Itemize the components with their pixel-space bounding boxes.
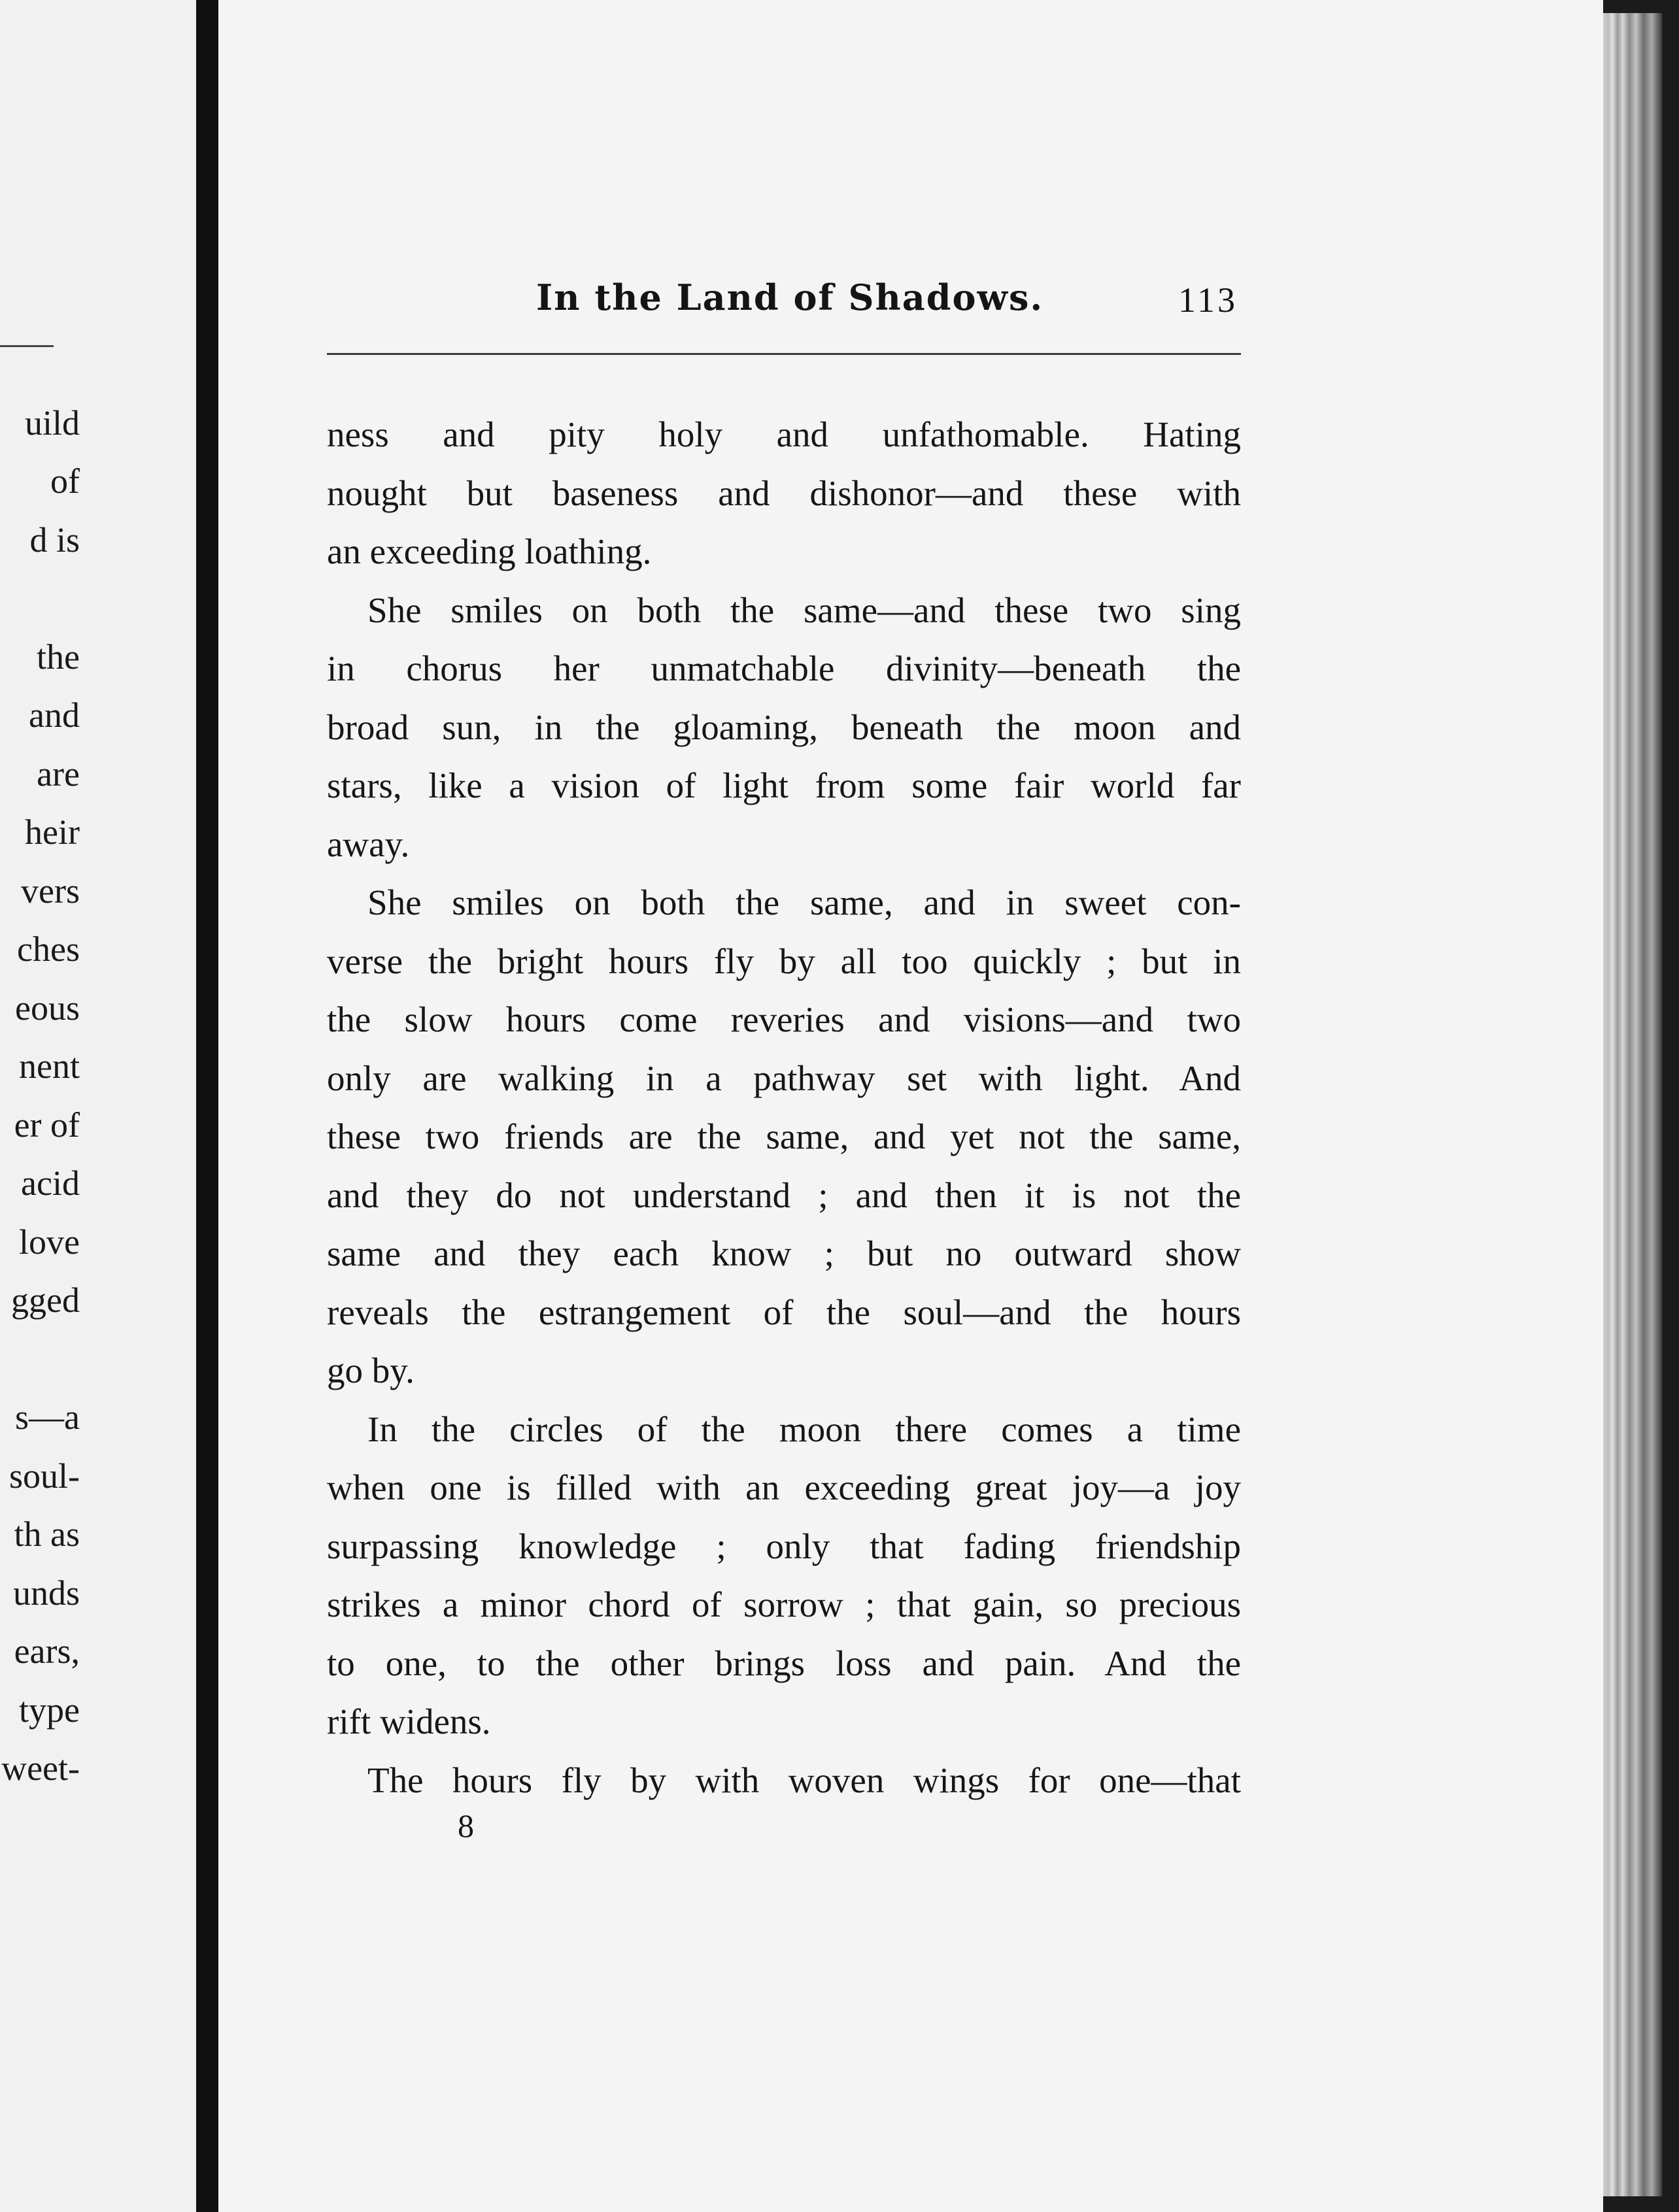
- left-page-line: acid: [21, 1164, 80, 1203]
- text-line: rift widens.: [327, 1701, 491, 1741]
- left-page-line: gged: [11, 1281, 80, 1320]
- left-page-line: ches: [17, 930, 80, 969]
- text-line: to one, to the other brings loss and pain. And the: [327, 1643, 1241, 1683]
- text-line: nought but baseness and dishonor—and these with: [327, 473, 1241, 513]
- body-text: [327, 405, 1241, 1809]
- left-page-line: are: [37, 754, 80, 794]
- left-page-line: s—a: [15, 1398, 80, 1437]
- text-line: ness and pity holy and unfathomable. Hating: [327, 414, 1241, 454]
- left-page-line: the: [37, 637, 80, 677]
- left-page-line: vers: [21, 871, 80, 911]
- text-line: broad sun, in the gloaming, beneath the moon and: [327, 707, 1241, 747]
- left-page-line: uild: [24, 403, 80, 443]
- text-line: the slow hours come reveries and visions—and two: [327, 999, 1241, 1039]
- text-line: and they do not understand ; and then it is not the: [327, 1175, 1241, 1215]
- text-line: She smiles on both the same, and in sweet con-: [367, 882, 1241, 922]
- text-line: The hours fly by with woven wings for one—that: [367, 1760, 1241, 1800]
- text-line: same and they each know ; but no outward show: [327, 1233, 1241, 1273]
- text-line: stars, like a vision of light from some fair world far: [327, 765, 1241, 805]
- text-line: She smiles on both the same—and these two sing: [367, 590, 1241, 630]
- running-head-title: In the Land of Shadows.: [536, 276, 1044, 318]
- left-page-line: weet-: [1, 1749, 80, 1788]
- text-line: only are walking in a pathway set with light. And: [327, 1058, 1241, 1098]
- text-line: surpassing knowledge ; only that fading friendship: [327, 1526, 1241, 1566]
- left-page-line: and: [29, 695, 80, 735]
- text-line: when one is filled with an exceeding great joy—a joy: [327, 1467, 1241, 1507]
- header-rule: [327, 353, 1241, 355]
- text-line: reveals the estrangement of the soul—and the hours: [327, 1292, 1241, 1332]
- left-page-line: d is: [29, 520, 80, 560]
- left-page-line: nent: [19, 1047, 80, 1086]
- left-page-line: th as: [14, 1515, 80, 1554]
- text-line: go by.: [327, 1350, 415, 1390]
- text-line: strikes a minor chord of sorrow ; that gain, so precious: [327, 1584, 1241, 1624]
- text-line: away.: [327, 824, 410, 864]
- left-page-line: eous: [15, 988, 80, 1028]
- left-page-head-rule: [0, 345, 54, 347]
- left-facing-page: [0, 0, 196, 2212]
- book-gutter: [196, 0, 218, 2212]
- text-line: In the circles of the moon there comes a time: [367, 1409, 1241, 1449]
- left-page-line: of: [50, 461, 80, 501]
- page-number: 113: [1178, 280, 1238, 320]
- left-page-line: er of: [14, 1105, 80, 1145]
- text-line: in chorus her unmatchable divinity—beneath the: [327, 648, 1241, 688]
- left-page-line: soul-: [9, 1456, 80, 1496]
- signature-mark: 8: [458, 1807, 474, 1844]
- left-page-line: ears,: [14, 1632, 80, 1671]
- left-page-line: unds: [12, 1573, 80, 1613]
- text-line: an exceeding loathing.: [327, 531, 652, 571]
- page-edges: [1603, 13, 1662, 2196]
- left-page-line: love: [19, 1222, 80, 1262]
- left-page-line: type: [19, 1690, 80, 1730]
- text-line: these two friends are the same, and yet not the same,: [327, 1116, 1241, 1156]
- left-page-line: heir: [25, 813, 80, 852]
- text-line: verse the bright hours fly by all too quickly ; but in: [327, 941, 1241, 981]
